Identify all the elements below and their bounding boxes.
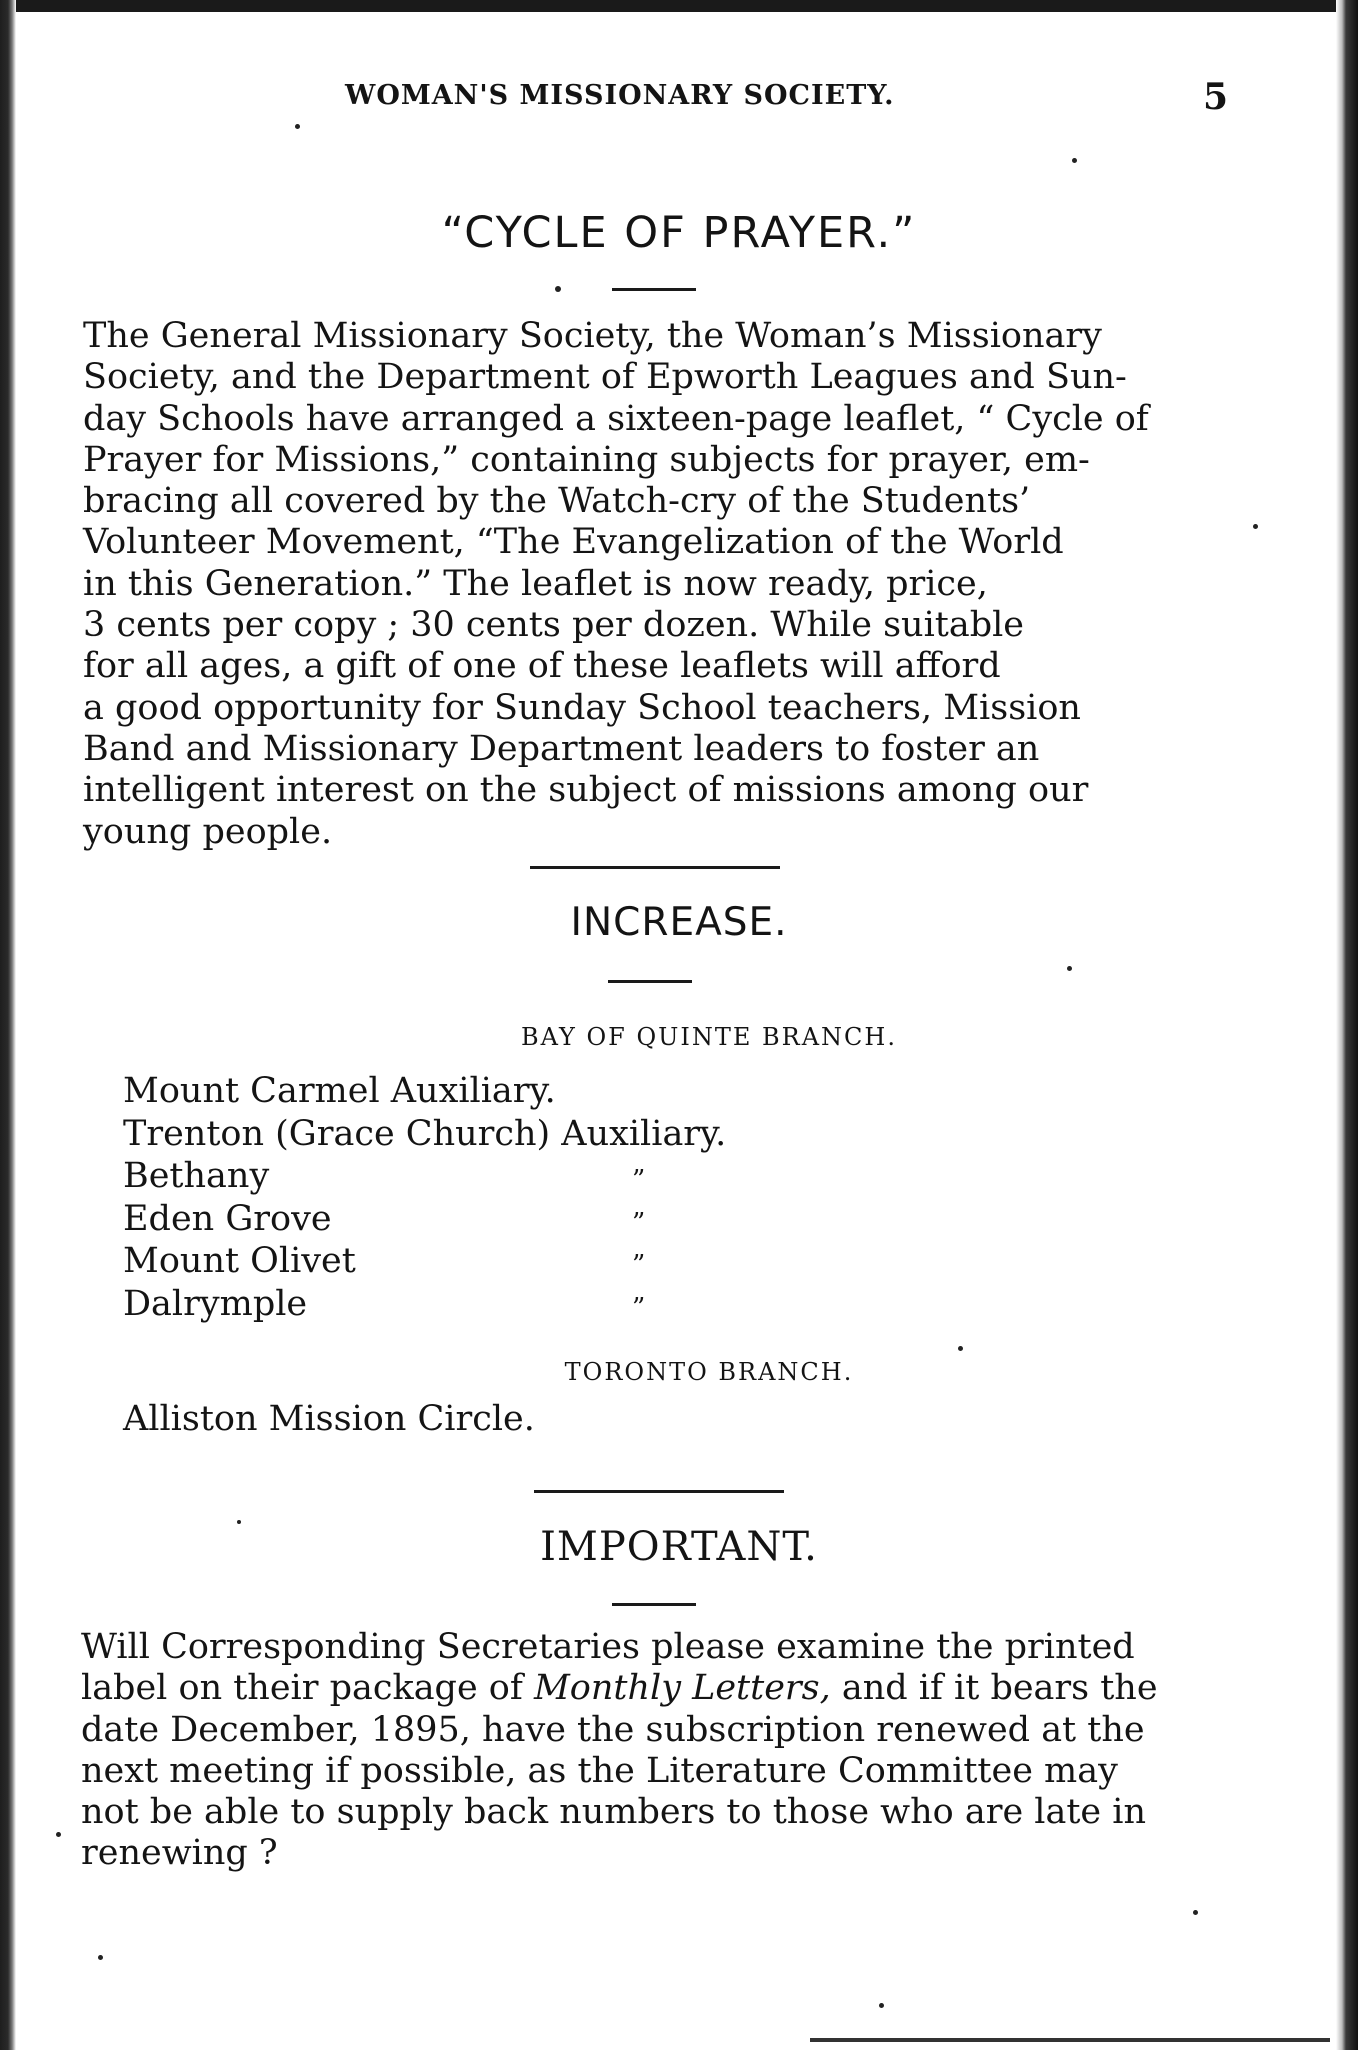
scan-speck [98, 1955, 103, 1960]
paragraph-line: date December, 1895, have the subscription renewed at the [81, 1709, 1145, 1750]
list-item [123, 1240, 726, 1283]
section-divider-rule [530, 866, 780, 869]
section-divider-rule [534, 1490, 784, 1493]
auxiliary-name: Mount Olivet [123, 1241, 356, 1281]
running-title: WOMAN'S MISSIONARY SOCIETY. [345, 80, 895, 111]
cycle-paragraph [83, 316, 1233, 853]
important-paragraph [81, 1627, 1237, 1875]
scan-speck [237, 1520, 241, 1524]
list-item [123, 1283, 726, 1326]
auxiliary-name: Eden Grove [123, 1198, 332, 1239]
auxiliary-name: Mount Carmel Auxiliary. [123, 1071, 556, 1111]
paragraph-line: Will Corresponding Secretaries please examine the printed [81, 1627, 1135, 1667]
bay-of-quinte-list [123, 1070, 726, 1325]
ditto-mark: ” [632, 1165, 646, 1195]
paragraph-line: bracing all covered by the Watch-cry of the Students’ [83, 481, 1031, 522]
toronto-list-item: Alliston Mission Circle. [123, 1399, 535, 1439]
scan-speck [879, 2003, 884, 2008]
paragraph-line: intelligent interest on the subject of missions among our [83, 770, 1089, 811]
paragraph-line: renewing ? [81, 1833, 278, 1874]
auxiliary-name: Bethany [123, 1156, 270, 1196]
scan-speck [1193, 1910, 1198, 1915]
scan-border-left [0, 0, 16, 2050]
scan-speck [1067, 966, 1072, 971]
list-item [123, 1070, 726, 1113]
scan-speck [1072, 158, 1077, 163]
paragraph-line: The General Missionary Society, the Woman’s Missionary [83, 316, 1102, 356]
divider-rule [612, 288, 696, 291]
bay-of-quinte-branch-title: BAY OF QUINTE BRANCH. [521, 1023, 897, 1051]
important-heading: IMPORTANT. [540, 1524, 818, 1570]
paragraph-line [81, 1668, 1237, 1709]
toronto-branch-title: TORONTO BRANCH. [564, 1358, 854, 1386]
list-item [123, 1198, 726, 1241]
divider-rule [612, 1603, 696, 1606]
paragraph-line: in this Generation.” The leaflet is now ready, price, [83, 563, 988, 604]
line-text: label on their package of [81, 1668, 534, 1709]
paragraph-line: Volunteer Movement, “The Evangelization of the World [83, 522, 1064, 563]
paragraph-line: day Schools have arranged a sixteen-page leaflet, “ Cycle of [83, 398, 1149, 439]
ditto-mark: ” [632, 1250, 646, 1280]
paragraph-line: a good opportunity for Sunday School teachers, Mission [83, 687, 1081, 728]
scan-speck [295, 124, 300, 129]
paragraph-line: Society, and the Department of Epworth Leagues and Sun- [83, 357, 1127, 398]
publication-title: Monthly Letters, [533, 1668, 831, 1709]
scan-speck [958, 1346, 963, 1351]
scan-speck [56, 1832, 61, 1837]
line-text: and if it bears the [830, 1668, 1158, 1709]
list-item [123, 1155, 726, 1198]
ditto-mark: ” [632, 1292, 646, 1323]
list-item [123, 1113, 726, 1156]
scan-border-top [0, 0, 1358, 12]
divider-rule [608, 980, 692, 983]
scan-border-bottom [810, 2038, 1330, 2042]
cycle-heading: “CYCLE OF PRAYER.” [441, 208, 917, 258]
scan-speck [1253, 524, 1258, 529]
paragraph-line: Prayer for Missions,” containing subjects for prayer, em- [83, 439, 1090, 480]
ditto-mark: ” [632, 1207, 646, 1238]
auxiliary-name: Dalrymple [123, 1283, 308, 1324]
paragraph-line: 3 cents per copy ; 30 cents per dozen. While suitable [83, 605, 1025, 646]
running-head [0, 76, 1358, 130]
paragraph-line: not be able to supply back numbers to those who are late in [81, 1792, 1147, 1833]
scan-speck [555, 286, 561, 292]
paragraph-line: for all ages, a gift of one of these leaflets will afford [83, 646, 1001, 687]
increase-heading: INCREASE. [570, 900, 788, 945]
paragraph-line: Band and Missionary Department leaders to foster an [83, 728, 1040, 769]
paragraph-line: next meeting if possible, as the Literature Committee may [81, 1750, 1118, 1791]
paragraph-line: young people. [83, 811, 333, 852]
auxiliary-name: Trenton (Grace Church) Auxiliary. [123, 1113, 727, 1154]
page-number: 5 [1203, 76, 1229, 118]
